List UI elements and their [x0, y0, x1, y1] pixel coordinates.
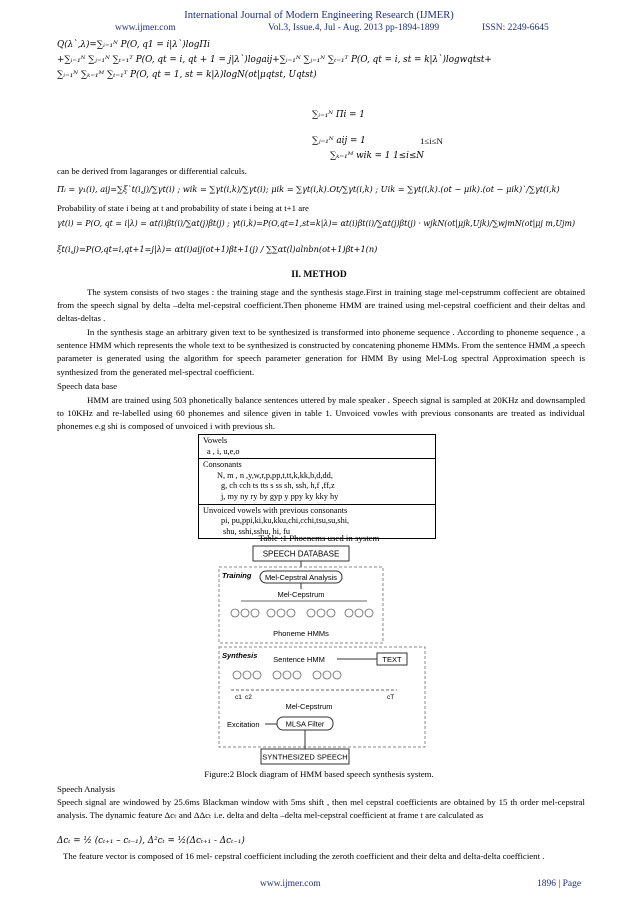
- feature-vector-paragraph: The feature vector is composed of 16 mel- cepstral coefficient including the zeroth coefficient and their delta and delta-delta coefficient .: [63, 851, 545, 861]
- table-section-head: Consonants: [203, 460, 242, 470]
- constraint-wik: ∑ₖ₌₁ᴹ wik = 1 1≤i≤N: [330, 151, 425, 161]
- derived-text: can be derived from lagaranges or differential calculs.: [57, 166, 247, 176]
- sentence-hmm-label: Sentence HMM: [273, 655, 325, 664]
- table-cell-line: a , i, u,e,o: [207, 446, 240, 456]
- sentence-hmm-states: [233, 671, 341, 679]
- reestimation-formulas: Πᵢ = γ₁(i), aij=∑ξ`t(i,j)/∑γt(i) ; wik = ∑γt(i,k)/∑γt(i); μik = ∑γt(i,k).Ot/∑γt(i,k) ; Uik = ∑γt(i,k).(ot − μik).(ot − μik)`/∑γt(i,k): [57, 184, 560, 194]
- phoneme-hmms-label: Phoneme HMMs: [273, 629, 329, 638]
- speech-database-title: Speech data base: [57, 381, 118, 391]
- mel-cepstrum-synth-label: Mel-Cepstrum: [285, 702, 333, 711]
- table-row: [199, 435, 436, 459]
- footer-page: 1896 | Page: [537, 879, 582, 889]
- constraint-pi: ∑ᵢ₌₁ᴺ Πi = 1: [312, 110, 365, 120]
- header-issn: ISSN: 2249-6645: [482, 23, 549, 33]
- xi-formula: ξt(i,j)=P(O,qt=i,qt+1=j|λ)= αt(i)aij(ot+1)βt+1(j) / ∑∑αt(l)alnbn(ot+1)βt+1(n): [57, 244, 378, 254]
- constraint-aij: ∑ⱼ₌₁ᴺ aij = 1: [312, 136, 366, 146]
- mel-cepstrum-label: Mel-Cepstrum: [277, 590, 325, 599]
- speech-database-paragraph: HMM are trained using 503 phonetically balance sentences uttered by male speaker . Speech signal is sampled at 20KHz and downsampled to 10KHz and re-labelled using 60 phonemes and silence given in table 1. Unvoiced vowles with previous consonants are treated as individual phonemes e.g shi is composed of unvoiced i with previous sh.: [57, 395, 585, 432]
- section-heading-method: II. METHOD: [291, 270, 347, 280]
- table-row: [199, 459, 436, 504]
- method-paragraph-1: The system consists of two stages : the training stage and the synthesis stage.First in training stage mel-cepstrumm coffecient are obtained from the speech signal by delta –delta mel-cepstral coefficient.Then phoneme HMM are trained using mel-cepstral coefficient and their deltas and deltas-deltas .: [57, 287, 585, 324]
- table-cell-line: N, m , n ,y,w,r,p,pp,t,tt,k,kk,b,d,dd,: [217, 470, 333, 480]
- phoneme-hmm-states: [231, 609, 373, 617]
- speech-database-label: SPEECH DATABASE: [262, 549, 340, 559]
- figure-caption: Figure:2 Block diagram of HMM based speech synthesis system.: [204, 769, 434, 779]
- speech-analysis-paragraph: Speech signal are windowed by 25.6ms Blackman window with 5ms shift , then mel cepstral coefficients are obtained by 15 th order mel-cepstral analysis. The dynamic feature Δcₜ and ΔΔcₜ i.e. delta and delta –delta mel-cepstral coefficient at frame t are calculated as: [57, 797, 585, 821]
- table-cell-line: pi, pu,ppi,ki,ku,kku,chi,cchi,tsu,su,shi,: [221, 516, 350, 526]
- table-caption: Table :1 Phoenems used in system: [258, 533, 380, 543]
- speech-analysis-title: Speech Analysis: [57, 784, 115, 794]
- text-label: TEXT: [382, 655, 402, 664]
- method-paragraph-2: In the synthesis stage an arbitrary given text to be synthesized is transformed into phoneme sequence . According to phoneme sequence , a sentence HMM which represents the whole text to be synthesized is constructed by concatening phoneme HMMs. From the sentence HMM ,a speech parameter is generated using the algorithm for speech parameter generation for HMM By using Mel-Log spectral Approximation speech is synthesized from the generated mel-spectral coefficient.: [57, 327, 585, 377]
- table-cell-line: shu, sshi,sshu, hi, fu: [223, 526, 291, 536]
- table-cell-line: g, ch cch ts tts s ss sh, ssh, h,f ,ff,z: [221, 481, 335, 491]
- mel-cepstral-analysis-label: Mel-Cepstral Analysis: [264, 573, 338, 582]
- cT-label: cT: [387, 694, 395, 701]
- synthesized-speech-label: SYNTHESIZED SPEECH: [262, 752, 348, 762]
- table-section-head: Vowels: [203, 436, 228, 445]
- table-section-head: Unvoiced vowels with previous consonants: [203, 505, 348, 515]
- header-volume: Vol.3, Issue.4, Jul - Aug. 2013 pp-1894-1899: [268, 23, 440, 33]
- constraint-aij-range: 1≤i≤N: [420, 136, 443, 146]
- q-function-line2: +∑ᵢ₌₁ᴺ ∑ⱼ₌₁ᴺ ∑ₜ₌₁ᵀ P(O, qt = i, qt + 1 = j|λ`)logaij+∑ᵢ₌₁ᴺ ∑ⱼ₌₁ᴺ ∑ₜ₌₁ᵀ P(O, qt = i, st = k|λ`)logwqtst+: [57, 55, 492, 65]
- journal-title: International Journal of Modern Engineering Research (IJMER): [184, 10, 454, 21]
- block-diagram: [217, 545, 427, 767]
- q-function-line1: Q(λ`,λ)=∑ᵢ₌₁ᴺ P(O, q1 = i|λ`)logΠi: [57, 40, 210, 50]
- footer-url[interactable]: www.ijmer.com: [260, 879, 321, 889]
- training-label: Training: [222, 571, 252, 580]
- excitation-label: Excitation: [227, 720, 260, 729]
- header-url[interactable]: www.ijmer.com: [115, 23, 176, 33]
- gamma-formulas: γt(i) = P(O, qt = i|λ) = αt(i)βt(i)/∑αt(j)βt(j) ; γt(i,k)=P(O,qt=1,st=k|λ)= αt(i)βt(i)/∑αt(j)βt(j) · wjkN(ot|μjk,Ujk)/∑wjmN(ot|μj m,Ujm): [57, 219, 576, 228]
- probability-text: Probability of state i being at t and probability of state i being at t+1 are: [57, 203, 309, 213]
- c2-label: c2: [245, 694, 252, 701]
- mlsa-filter-label: MLSA Filter: [285, 719, 325, 729]
- q-function-line3: ∑ᵢ₌₁ᴺ ∑ₖ₌₁ᴹ ∑ₜ₌₁ᵀ P(O, qt = 1, st = k|λ)logN(ot|μqtst, Uqtst): [57, 70, 317, 80]
- delta-equation: Δcₜ = ½ (cₜ₊₁ – cₜ₋₁), Δ²cₜ = ½(Δcₜ₊₁ - Δcₜ₋₁): [57, 836, 245, 846]
- phoneme-table: [198, 434, 436, 539]
- c1-label: c1: [235, 694, 242, 701]
- table-cell-line: j, my ny ry by gyp y ppy ky kky hy: [221, 491, 339, 501]
- synthesis-label: Synthesis: [222, 651, 258, 660]
